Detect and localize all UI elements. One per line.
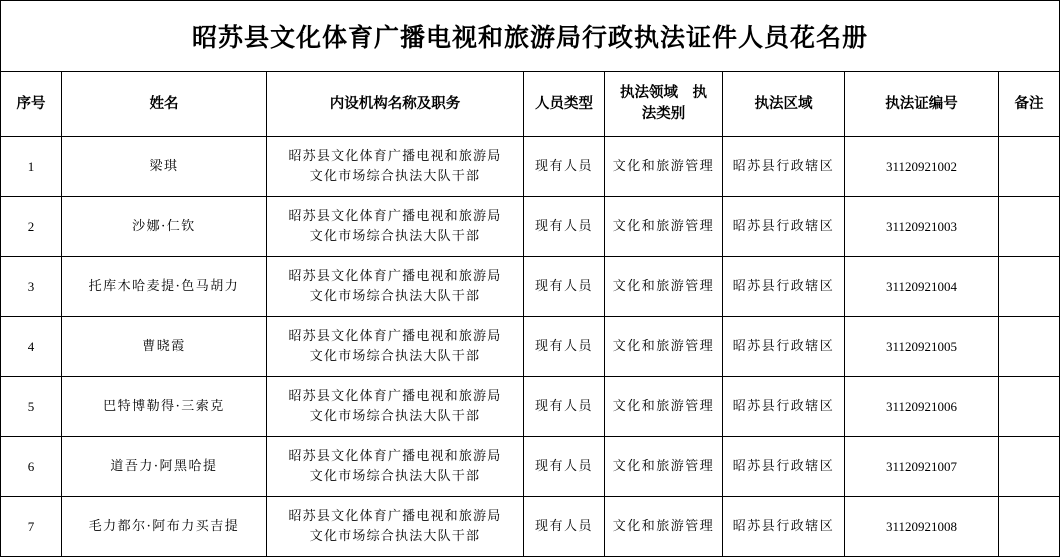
cell-remark bbox=[999, 257, 1060, 317]
table-row bbox=[1, 137, 1060, 197]
cell-name: 巴特博勒得·三索克 bbox=[62, 377, 267, 437]
header-remark: 备注 bbox=[999, 72, 1060, 137]
cell-domain: 文化和旅游管理 bbox=[605, 257, 723, 317]
cell-unit bbox=[267, 137, 524, 197]
header-no: 序号 bbox=[1, 72, 62, 137]
cell-unit-line1: 昭苏县文化体育广播电视和旅游局 bbox=[288, 268, 502, 284]
cell-no: 3 bbox=[1, 257, 62, 317]
table-row bbox=[1, 317, 1060, 377]
cell-cert: 31120921003 bbox=[845, 197, 999, 257]
cell-remark bbox=[999, 497, 1060, 557]
cell-unit-line1: 昭苏县文化体育广播电视和旅游局 bbox=[288, 208, 502, 224]
cell-unit bbox=[267, 437, 524, 497]
cell-cert: 31120921002 bbox=[845, 137, 999, 197]
table-row bbox=[1, 377, 1060, 437]
cell-area: 昭苏县行政辖区 bbox=[723, 377, 845, 437]
cell-domain: 文化和旅游管理 bbox=[605, 197, 723, 257]
cell-type: 现有人员 bbox=[524, 137, 605, 197]
cell-domain: 文化和旅游管理 bbox=[605, 377, 723, 437]
cell-cert: 31120921005 bbox=[845, 317, 999, 377]
cell-name: 梁琪 bbox=[62, 137, 267, 197]
cell-no: 7 bbox=[1, 497, 62, 557]
cell-no: 1 bbox=[1, 137, 62, 197]
cell-unit-line1: 昭苏县文化体育广播电视和旅游局 bbox=[288, 448, 502, 464]
cell-unit-line2: 文化市场综合执法大队干部 bbox=[309, 408, 481, 424]
cell-unit bbox=[267, 497, 524, 557]
cell-type: 现有人员 bbox=[524, 377, 605, 437]
cell-no: 4 bbox=[1, 317, 62, 377]
cell-area: 昭苏县行政辖区 bbox=[723, 437, 845, 497]
cell-remark bbox=[999, 197, 1060, 257]
cell-unit-line2: 文化市场综合执法大队干部 bbox=[309, 468, 481, 484]
cell-unit-line2: 文化市场综合执法大队干部 bbox=[309, 528, 481, 544]
table-row bbox=[1, 197, 1060, 257]
cell-no: 6 bbox=[1, 437, 62, 497]
cell-unit-line2: 文化市场综合执法大队干部 bbox=[309, 228, 481, 244]
cell-type: 现有人员 bbox=[524, 257, 605, 317]
header-domain: 执法领域 执法类别 bbox=[605, 72, 723, 137]
cell-cert: 31120921006 bbox=[845, 377, 999, 437]
cell-cert: 31120921004 bbox=[845, 257, 999, 317]
cell-unit-line2: 文化市场综合执法大队干部 bbox=[309, 288, 481, 304]
cell-area: 昭苏县行政辖区 bbox=[723, 197, 845, 257]
cell-area: 昭苏县行政辖区 bbox=[723, 317, 845, 377]
cell-unit bbox=[267, 377, 524, 437]
page-title: 昭苏县文化体育广播电视和旅游局行政执法证件人员花名册 bbox=[1, 1, 1060, 72]
cell-name: 道吾力·阿黑哈提 bbox=[62, 437, 267, 497]
cell-cert: 31120921008 bbox=[845, 497, 999, 557]
cell-unit-line1: 昭苏县文化体育广播电视和旅游局 bbox=[288, 328, 502, 344]
header-type: 人员类型 bbox=[524, 72, 605, 137]
cell-domain: 文化和旅游管理 bbox=[605, 137, 723, 197]
table-row bbox=[1, 437, 1060, 497]
cell-remark bbox=[999, 437, 1060, 497]
header-row bbox=[1, 72, 1060, 137]
cell-area: 昭苏县行政辖区 bbox=[723, 497, 845, 557]
cell-type: 现有人员 bbox=[524, 497, 605, 557]
cell-type: 现有人员 bbox=[524, 437, 605, 497]
cell-remark bbox=[999, 137, 1060, 197]
cell-domain: 文化和旅游管理 bbox=[605, 437, 723, 497]
cell-name: 曹晓霞 bbox=[62, 317, 267, 377]
cell-unit-line1: 昭苏县文化体育广播电视和旅游局 bbox=[288, 508, 502, 524]
table-row bbox=[1, 497, 1060, 557]
header-area: 执法区域 bbox=[723, 72, 845, 137]
cell-unit-line1: 昭苏县文化体育广播电视和旅游局 bbox=[288, 148, 502, 164]
header-unit: 内设机构名称及职务 bbox=[267, 72, 524, 137]
cell-area: 昭苏县行政辖区 bbox=[723, 257, 845, 317]
cell-type: 现有人员 bbox=[524, 197, 605, 257]
cell-unit bbox=[267, 257, 524, 317]
cell-remark bbox=[999, 317, 1060, 377]
cell-unit-line1: 昭苏县文化体育广播电视和旅游局 bbox=[288, 388, 502, 404]
cell-name: 托库木哈麦提·色马胡力 bbox=[62, 257, 267, 317]
cell-unit-line2: 文化市场综合执法大队干部 bbox=[309, 168, 481, 184]
cell-remark bbox=[999, 377, 1060, 437]
cell-domain: 文化和旅游管理 bbox=[605, 497, 723, 557]
cell-no: 2 bbox=[1, 197, 62, 257]
cell-unit bbox=[267, 197, 524, 257]
table-row bbox=[1, 257, 1060, 317]
header-cert: 执法证编号 bbox=[845, 72, 999, 137]
cell-name: 沙娜·仁钦 bbox=[62, 197, 267, 257]
cell-name: 毛力都尔·阿布力买吉提 bbox=[62, 497, 267, 557]
cell-area: 昭苏县行政辖区 bbox=[723, 137, 845, 197]
cell-domain: 文化和旅游管理 bbox=[605, 317, 723, 377]
cell-cert: 31120921007 bbox=[845, 437, 999, 497]
cell-type: 现有人员 bbox=[524, 317, 605, 377]
header-name: 姓名 bbox=[62, 72, 267, 137]
cell-unit-line2: 文化市场综合执法大队干部 bbox=[309, 348, 481, 364]
cell-no: 5 bbox=[1, 377, 62, 437]
cell-unit bbox=[267, 317, 524, 377]
